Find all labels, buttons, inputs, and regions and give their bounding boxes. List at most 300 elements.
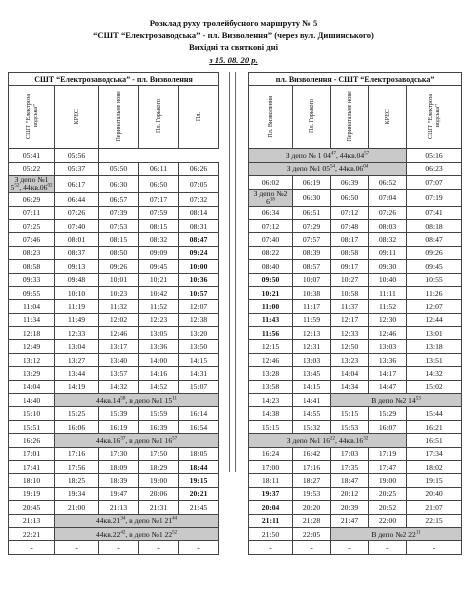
table-row bbox=[9, 380, 219, 393]
time-cell: 07:48 bbox=[331, 219, 369, 232]
time-cell: 07:40 bbox=[55, 219, 99, 232]
time-cell: 05:41 bbox=[9, 149, 55, 162]
time-cell: 14:31 bbox=[179, 367, 219, 380]
time-cell: 08:14 bbox=[179, 206, 219, 219]
time-cell: 12:50 bbox=[331, 340, 369, 353]
time-cell: 15:25 bbox=[55, 407, 99, 420]
column-separator bbox=[229, 72, 236, 472]
time-cell: 17:00 bbox=[249, 460, 293, 473]
time-cell: 17:56 bbox=[55, 460, 99, 473]
time-cell: 06:11 bbox=[139, 162, 179, 175]
table-row bbox=[249, 527, 462, 540]
time-cell: 14:55 bbox=[293, 407, 331, 420]
time-cell: - bbox=[331, 541, 369, 554]
table-row bbox=[249, 340, 462, 353]
time-cell: 16:19 bbox=[99, 420, 139, 433]
time-cell: 09:48 bbox=[55, 273, 99, 286]
time-cell: 06:02 bbox=[249, 176, 293, 189]
right-col-0: Пл. Визволення bbox=[267, 95, 274, 138]
time-cell: 19:53 bbox=[293, 487, 331, 500]
time-cell: 09:45 bbox=[407, 260, 462, 273]
table-row bbox=[9, 527, 219, 540]
time-cell: 19:00 bbox=[369, 474, 407, 487]
time-cell: 17:47 bbox=[369, 460, 407, 473]
time-cell: 13:03 bbox=[369, 340, 407, 353]
time-cell: 11:17 bbox=[293, 300, 331, 313]
time-cell: 09:45 bbox=[139, 260, 179, 273]
time-cell: 06:19 bbox=[293, 176, 331, 189]
time-cell: 14:41 bbox=[293, 394, 331, 407]
time-cell: 10:01 bbox=[99, 273, 139, 286]
left-direction-header: СШТ “Електрозаводська” - пл. Визволення bbox=[9, 73, 219, 86]
table-row bbox=[9, 340, 219, 353]
time-cell: 13:20 bbox=[179, 327, 219, 340]
time-cell: 08:58 bbox=[9, 260, 55, 273]
time-cell: 20:25 bbox=[369, 487, 407, 500]
table-row bbox=[9, 260, 219, 273]
time-cell: 15:10 bbox=[9, 407, 55, 420]
time-cell: 11:34 bbox=[9, 313, 55, 326]
time-cell: 15:39 bbox=[99, 407, 139, 420]
time-cell: 21:07 bbox=[407, 501, 462, 514]
table-row bbox=[9, 233, 219, 246]
depot-note-cell: $44кв.21^{34}$, в депо №1 $21^{44}$ bbox=[55, 514, 219, 527]
schedule-title: Розклад руху тролейбусного маршруту № 5 bbox=[149, 18, 318, 28]
time-cell: 19:15 bbox=[179, 474, 219, 487]
time-cell: 09:13 bbox=[55, 260, 99, 273]
time-cell: 20:21 bbox=[179, 487, 219, 500]
time-cell: 13:44 bbox=[55, 367, 99, 380]
right-timetable bbox=[248, 72, 462, 555]
time-cell: 10:00 bbox=[179, 260, 219, 273]
time-cell: 09:33 bbox=[9, 273, 55, 286]
time-cell: 10:07 bbox=[293, 273, 331, 286]
left-col-1: КРЕС bbox=[73, 108, 80, 125]
time-cell: 19:34 bbox=[55, 487, 99, 500]
time-cell: 10:10 bbox=[55, 286, 99, 299]
time-cell: 07:07 bbox=[407, 176, 462, 189]
table-row bbox=[9, 367, 219, 380]
time-cell: 17:30 bbox=[99, 447, 139, 460]
left-timetable-body bbox=[9, 149, 219, 554]
time-cell: 12:02 bbox=[99, 313, 139, 326]
table-row bbox=[9, 206, 219, 219]
time-cell: 07:40 bbox=[249, 233, 293, 246]
time-cell: 18:29 bbox=[139, 460, 179, 473]
time-cell: - bbox=[99, 541, 139, 554]
table-row bbox=[9, 460, 219, 473]
time-cell: 20:40 bbox=[407, 487, 462, 500]
left-col-0: СШТ “Електроза водська” bbox=[24, 93, 39, 139]
time-cell: 18:39 bbox=[99, 474, 139, 487]
table-row bbox=[249, 380, 462, 393]
time-cell: 10:42 bbox=[139, 286, 179, 299]
time-cell: 06:50 bbox=[139, 176, 179, 193]
time-cell: 12:38 bbox=[179, 313, 219, 326]
time-cell: 13:05 bbox=[139, 327, 179, 340]
time-cell: 08:18 bbox=[407, 219, 462, 232]
time-cell: 07:57 bbox=[293, 233, 331, 246]
time-cell: 08:01 bbox=[55, 233, 99, 246]
time-cell: 08:17 bbox=[331, 233, 369, 246]
table-row bbox=[9, 434, 219, 447]
time-cell: 12:33 bbox=[55, 327, 99, 340]
time-cell: 14:00 bbox=[139, 353, 179, 366]
time-cell: 07:32 bbox=[179, 193, 219, 206]
table-row bbox=[9, 286, 219, 299]
time-cell: 18:10 bbox=[9, 474, 55, 487]
time-cell: 06:57 bbox=[99, 193, 139, 206]
time-cell: 07:25 bbox=[9, 219, 55, 232]
time-cell: 21:13 bbox=[99, 501, 139, 514]
time-cell: 07:12 bbox=[331, 206, 369, 219]
time-cell: 17:16 bbox=[293, 460, 331, 473]
time-cell: 07:05 bbox=[179, 176, 219, 193]
time-cell: 09:26 bbox=[407, 246, 462, 259]
table-row bbox=[249, 189, 462, 206]
time-cell: 16:21 bbox=[407, 420, 462, 433]
time-cell: 21:13 bbox=[9, 514, 55, 527]
time-cell: 16:42 bbox=[293, 447, 331, 460]
time-cell: 21:31 bbox=[139, 501, 179, 514]
valid-from-date: з 15. 08. 20 р. bbox=[209, 55, 258, 65]
time-cell: 11:37 bbox=[331, 300, 369, 313]
time-cell: 14:32 bbox=[99, 380, 139, 393]
time-cell: 17:19 bbox=[369, 447, 407, 460]
time-cell: 18:11 bbox=[249, 474, 293, 487]
time-cell: 13:01 bbox=[407, 327, 462, 340]
time-cell: 13:57 bbox=[99, 367, 139, 380]
time-cell: 21:28 bbox=[293, 514, 331, 527]
depot-note-cell: З депо № 1 $04^{47}$, $44кв.04^{57}$ bbox=[249, 149, 407, 162]
time-cell: - bbox=[55, 541, 99, 554]
time-cell: 09:09 bbox=[139, 246, 179, 259]
right-col-4: СШТ “Електроза водська” bbox=[427, 93, 442, 139]
time-cell: 16:54 bbox=[179, 420, 219, 433]
time-cell: 15:44 bbox=[407, 407, 462, 420]
time-cell: 13:23 bbox=[331, 353, 369, 366]
left-col-2: Перинатальне нове bbox=[115, 91, 122, 142]
time-cell: 09:24 bbox=[179, 246, 219, 259]
time-cell: 05:56 bbox=[55, 149, 99, 162]
table-row bbox=[9, 219, 219, 232]
time-cell: 15:51 bbox=[9, 420, 55, 433]
table-row bbox=[249, 487, 462, 500]
depot-note-cell: $44кв.16^{37}$, в депо №1 $16^{57}$ bbox=[55, 434, 219, 447]
time-cell: - bbox=[249, 541, 293, 554]
table-row bbox=[249, 541, 462, 554]
time-cell: 13:12 bbox=[9, 353, 55, 366]
time-cell: 11:49 bbox=[55, 313, 99, 326]
time-cell: 22:15 bbox=[407, 514, 462, 527]
time-cell: 07:46 bbox=[9, 233, 55, 246]
time-cell: 17:50 bbox=[139, 447, 179, 460]
time-cell: 08:47 bbox=[179, 233, 219, 246]
table-row bbox=[249, 273, 462, 286]
time-cell: 07:59 bbox=[139, 206, 179, 219]
table-row bbox=[249, 162, 462, 175]
time-cell: 14:47 bbox=[369, 380, 407, 393]
time-cell: 09:55 bbox=[9, 286, 55, 299]
time-cell: 09:30 bbox=[369, 260, 407, 273]
time-cell: - bbox=[179, 541, 219, 554]
time-cell: 16:07 bbox=[369, 420, 407, 433]
time-cell: 08:32 bbox=[369, 233, 407, 246]
time-cell: 14:15 bbox=[179, 353, 219, 366]
time-cell: 07:04 bbox=[369, 189, 407, 206]
time-cell: 10:21 bbox=[139, 273, 179, 286]
depot-note-cell: З депо №1 $05^{54}$, $44кв.06^{04}$ bbox=[249, 162, 407, 175]
depot-note-cell: З депо №1 $5^{52}$, $44кв.06^{02}$ bbox=[9, 176, 55, 193]
right-col-1: Пл. Горького bbox=[308, 99, 315, 134]
time-cell: 12:13 bbox=[293, 327, 331, 340]
time-cell: 07:11 bbox=[9, 206, 55, 219]
depot-note-cell: $44кв.22^{42}$, в депо №1 $22^{52}$ bbox=[55, 527, 219, 540]
time-cell: 06:52 bbox=[369, 176, 407, 189]
time-cell: 14:23 bbox=[249, 394, 293, 407]
time-cell: 12:46 bbox=[369, 327, 407, 340]
depot-note-cell: $44кв.14^{58}$, в депо №1 $15^{11}$ bbox=[55, 394, 219, 407]
time-cell: 19:00 bbox=[139, 474, 179, 487]
time-cell: 14:15 bbox=[293, 380, 331, 393]
time-cell: 17:35 bbox=[331, 460, 369, 473]
time-cell: 11:56 bbox=[249, 327, 293, 340]
table-row bbox=[9, 447, 219, 460]
time-cell: 22:00 bbox=[369, 514, 407, 527]
time-cell: 17:41 bbox=[9, 460, 55, 473]
time-cell: 11:52 bbox=[369, 300, 407, 313]
time-cell: 08:39 bbox=[293, 246, 331, 259]
time-cell: 18:25 bbox=[55, 474, 99, 487]
table-row bbox=[249, 420, 462, 433]
table-row bbox=[9, 487, 219, 500]
time-cell: 14:17 bbox=[369, 367, 407, 380]
time-cell: 07:39 bbox=[99, 206, 139, 219]
table-row bbox=[9, 193, 219, 206]
time-cell: 06:30 bbox=[99, 176, 139, 193]
table-row bbox=[249, 501, 462, 514]
time-cell: 07:29 bbox=[293, 219, 331, 232]
time-cell: 09:50 bbox=[249, 273, 293, 286]
time-cell: 13:45 bbox=[293, 367, 331, 380]
table-row bbox=[249, 219, 462, 232]
time-cell: 05:50 bbox=[99, 162, 139, 175]
table-row bbox=[249, 206, 462, 219]
time-cell: 13:40 bbox=[99, 353, 139, 366]
time-cell: 20:12 bbox=[331, 487, 369, 500]
table-row bbox=[9, 474, 219, 487]
time-cell: 17:01 bbox=[9, 447, 55, 460]
time-cell: 11:04 bbox=[9, 300, 55, 313]
time-cell: 09:17 bbox=[331, 260, 369, 273]
time-cell: 12:07 bbox=[407, 300, 462, 313]
table-row bbox=[249, 394, 462, 407]
time-cell: 15:53 bbox=[331, 420, 369, 433]
table-row bbox=[249, 447, 462, 460]
time-cell: 12:49 bbox=[9, 340, 55, 353]
time-cell: 20:04 bbox=[249, 501, 293, 514]
table-row bbox=[9, 394, 219, 407]
table-row bbox=[9, 273, 219, 286]
table-row bbox=[249, 260, 462, 273]
table-row bbox=[249, 474, 462, 487]
right-col-2: Перинатальне нове bbox=[346, 91, 353, 142]
time-cell: 20:39 bbox=[331, 501, 369, 514]
time-cell: 19:19 bbox=[9, 487, 55, 500]
time-cell: 16:26 bbox=[9, 434, 55, 447]
table-row bbox=[249, 149, 462, 162]
time-cell: 15:29 bbox=[369, 407, 407, 420]
time-cell: 11:32 bbox=[99, 300, 139, 313]
table-row bbox=[9, 149, 219, 162]
time-cell: 08:15 bbox=[139, 219, 179, 232]
time-cell: 10:38 bbox=[293, 286, 331, 299]
time-cell: 13:27 bbox=[55, 353, 99, 366]
time-cell: - bbox=[369, 541, 407, 554]
table-row bbox=[9, 541, 219, 554]
time-cell: 07:17 bbox=[139, 193, 179, 206]
time-cell: 17:03 bbox=[331, 447, 369, 460]
time-cell: 20:52 bbox=[369, 501, 407, 514]
time-cell: 06:30 bbox=[293, 189, 331, 206]
time-cell: 08:15 bbox=[99, 233, 139, 246]
table-row bbox=[9, 327, 219, 340]
table-row bbox=[9, 420, 219, 433]
day-type: Вихідні та святкові дні bbox=[189, 42, 278, 52]
time-cell: 16:51 bbox=[407, 434, 462, 447]
time-cell: 18:05 bbox=[179, 447, 219, 460]
table-row bbox=[9, 514, 219, 527]
table-row bbox=[9, 407, 219, 420]
time-cell: 07:19 bbox=[407, 189, 462, 206]
left-timetable bbox=[8, 72, 219, 555]
time-cell: 12:15 bbox=[249, 340, 293, 353]
time-cell: 10:40 bbox=[369, 273, 407, 286]
time-cell: 14:32 bbox=[407, 367, 462, 380]
table-row bbox=[9, 353, 219, 366]
time-cell: 14:40 bbox=[9, 394, 55, 407]
time-cell: 12:07 bbox=[179, 300, 219, 313]
time-cell: 11:00 bbox=[249, 300, 293, 313]
time-cell: 08:37 bbox=[55, 246, 99, 259]
time-cell: 18:47 bbox=[331, 474, 369, 487]
table-row bbox=[9, 162, 219, 175]
time-cell: 17:34 bbox=[407, 447, 462, 460]
right-col-3: КРЕС bbox=[384, 108, 391, 125]
time-cell: 12:23 bbox=[139, 313, 179, 326]
time-cell: 15:07 bbox=[179, 380, 219, 393]
time-cell: 11:19 bbox=[55, 300, 99, 313]
right-direction-header: пл. Визволення - СШТ “Електрозаводська” bbox=[249, 73, 462, 86]
left-col-4: Пл. bbox=[195, 111, 203, 121]
table-row bbox=[9, 246, 219, 259]
time-cell: 09:26 bbox=[99, 260, 139, 273]
table-row bbox=[249, 313, 462, 326]
time-cell: 22:05 bbox=[293, 527, 331, 540]
table-row bbox=[249, 246, 462, 259]
time-cell: 13:50 bbox=[179, 340, 219, 353]
time-cell: - bbox=[407, 541, 462, 554]
time-cell: 16:14 bbox=[179, 407, 219, 420]
time-cell: 19:15 bbox=[407, 474, 462, 487]
time-cell: 11:52 bbox=[139, 300, 179, 313]
table-row bbox=[249, 286, 462, 299]
time-cell: 18:44 bbox=[179, 460, 219, 473]
time-cell: 05:37 bbox=[55, 162, 99, 175]
time-cell: 08:22 bbox=[249, 246, 293, 259]
time-cell: 10:27 bbox=[331, 273, 369, 286]
table-row bbox=[249, 460, 462, 473]
time-cell: 07:26 bbox=[369, 206, 407, 219]
time-cell: 19:37 bbox=[249, 487, 293, 500]
time-cell: 12:33 bbox=[331, 327, 369, 340]
table-row bbox=[9, 176, 219, 193]
time-cell: 21:00 bbox=[55, 501, 99, 514]
time-cell: - bbox=[293, 541, 331, 554]
depot-note-cell: З депо №1 $16^{22}$, $44кв.16^{32}$ bbox=[249, 434, 407, 447]
time-cell: 11:59 bbox=[293, 313, 331, 326]
time-cell: 12:46 bbox=[99, 327, 139, 340]
time-cell: 08:50 bbox=[99, 246, 139, 259]
time-cell: - bbox=[139, 541, 179, 554]
time-cell: 07:26 bbox=[55, 206, 99, 219]
time-cell: 13:28 bbox=[249, 367, 293, 380]
time-cell: 15:02 bbox=[407, 380, 462, 393]
time-cell: 09:11 bbox=[369, 246, 407, 259]
time-cell: 18:27 bbox=[293, 474, 331, 487]
time-cell: 13:03 bbox=[293, 353, 331, 366]
time-cell: 20:06 bbox=[139, 487, 179, 500]
time-cell: 13:17 bbox=[99, 340, 139, 353]
depot-note-cell: В депо №2 $22^{11}$ bbox=[331, 527, 462, 540]
time-cell: 12:18 bbox=[9, 327, 55, 340]
time-cell: 06:26 bbox=[179, 162, 219, 175]
time-cell: 12:30 bbox=[369, 313, 407, 326]
time-cell: 14:19 bbox=[55, 380, 99, 393]
time-cell: 14:52 bbox=[139, 380, 179, 393]
time-cell: 14:16 bbox=[139, 367, 179, 380]
time-cell: 11:11 bbox=[369, 286, 407, 299]
time-cell: 16:06 bbox=[55, 420, 99, 433]
time-cell: 08:47 bbox=[407, 233, 462, 246]
time-cell: 15:15 bbox=[249, 420, 293, 433]
table-row bbox=[249, 367, 462, 380]
right-column-headers bbox=[249, 86, 462, 149]
table-row bbox=[249, 353, 462, 366]
time-cell: 22:21 bbox=[9, 527, 55, 540]
time-cell: 10:21 bbox=[249, 286, 293, 299]
time-cell: 08:03 bbox=[369, 219, 407, 232]
time-cell: 14:38 bbox=[249, 407, 293, 420]
time-cell: 08:40 bbox=[249, 260, 293, 273]
table-row bbox=[9, 501, 219, 514]
time-cell: 14:04 bbox=[331, 367, 369, 380]
time-cell: 07:53 bbox=[99, 219, 139, 232]
time-cell: 08:58 bbox=[331, 246, 369, 259]
time-cell: 08:57 bbox=[293, 260, 331, 273]
time-cell: 13:51 bbox=[407, 353, 462, 366]
time-cell: 13:04 bbox=[55, 340, 99, 353]
time-cell: 12:31 bbox=[293, 340, 331, 353]
depot-note-cell: В депо №2 $14^{53}$ bbox=[331, 394, 462, 407]
time-cell: 12:17 bbox=[331, 313, 369, 326]
depot-note-cell: З депо №2 $6^{18}$ bbox=[249, 189, 293, 206]
time-cell: - bbox=[9, 541, 55, 554]
time-cell: 21:45 bbox=[179, 501, 219, 514]
time-cell: 17:16 bbox=[55, 447, 99, 460]
time-cell: 06:29 bbox=[9, 193, 55, 206]
time-cell: 07:41 bbox=[407, 206, 462, 219]
